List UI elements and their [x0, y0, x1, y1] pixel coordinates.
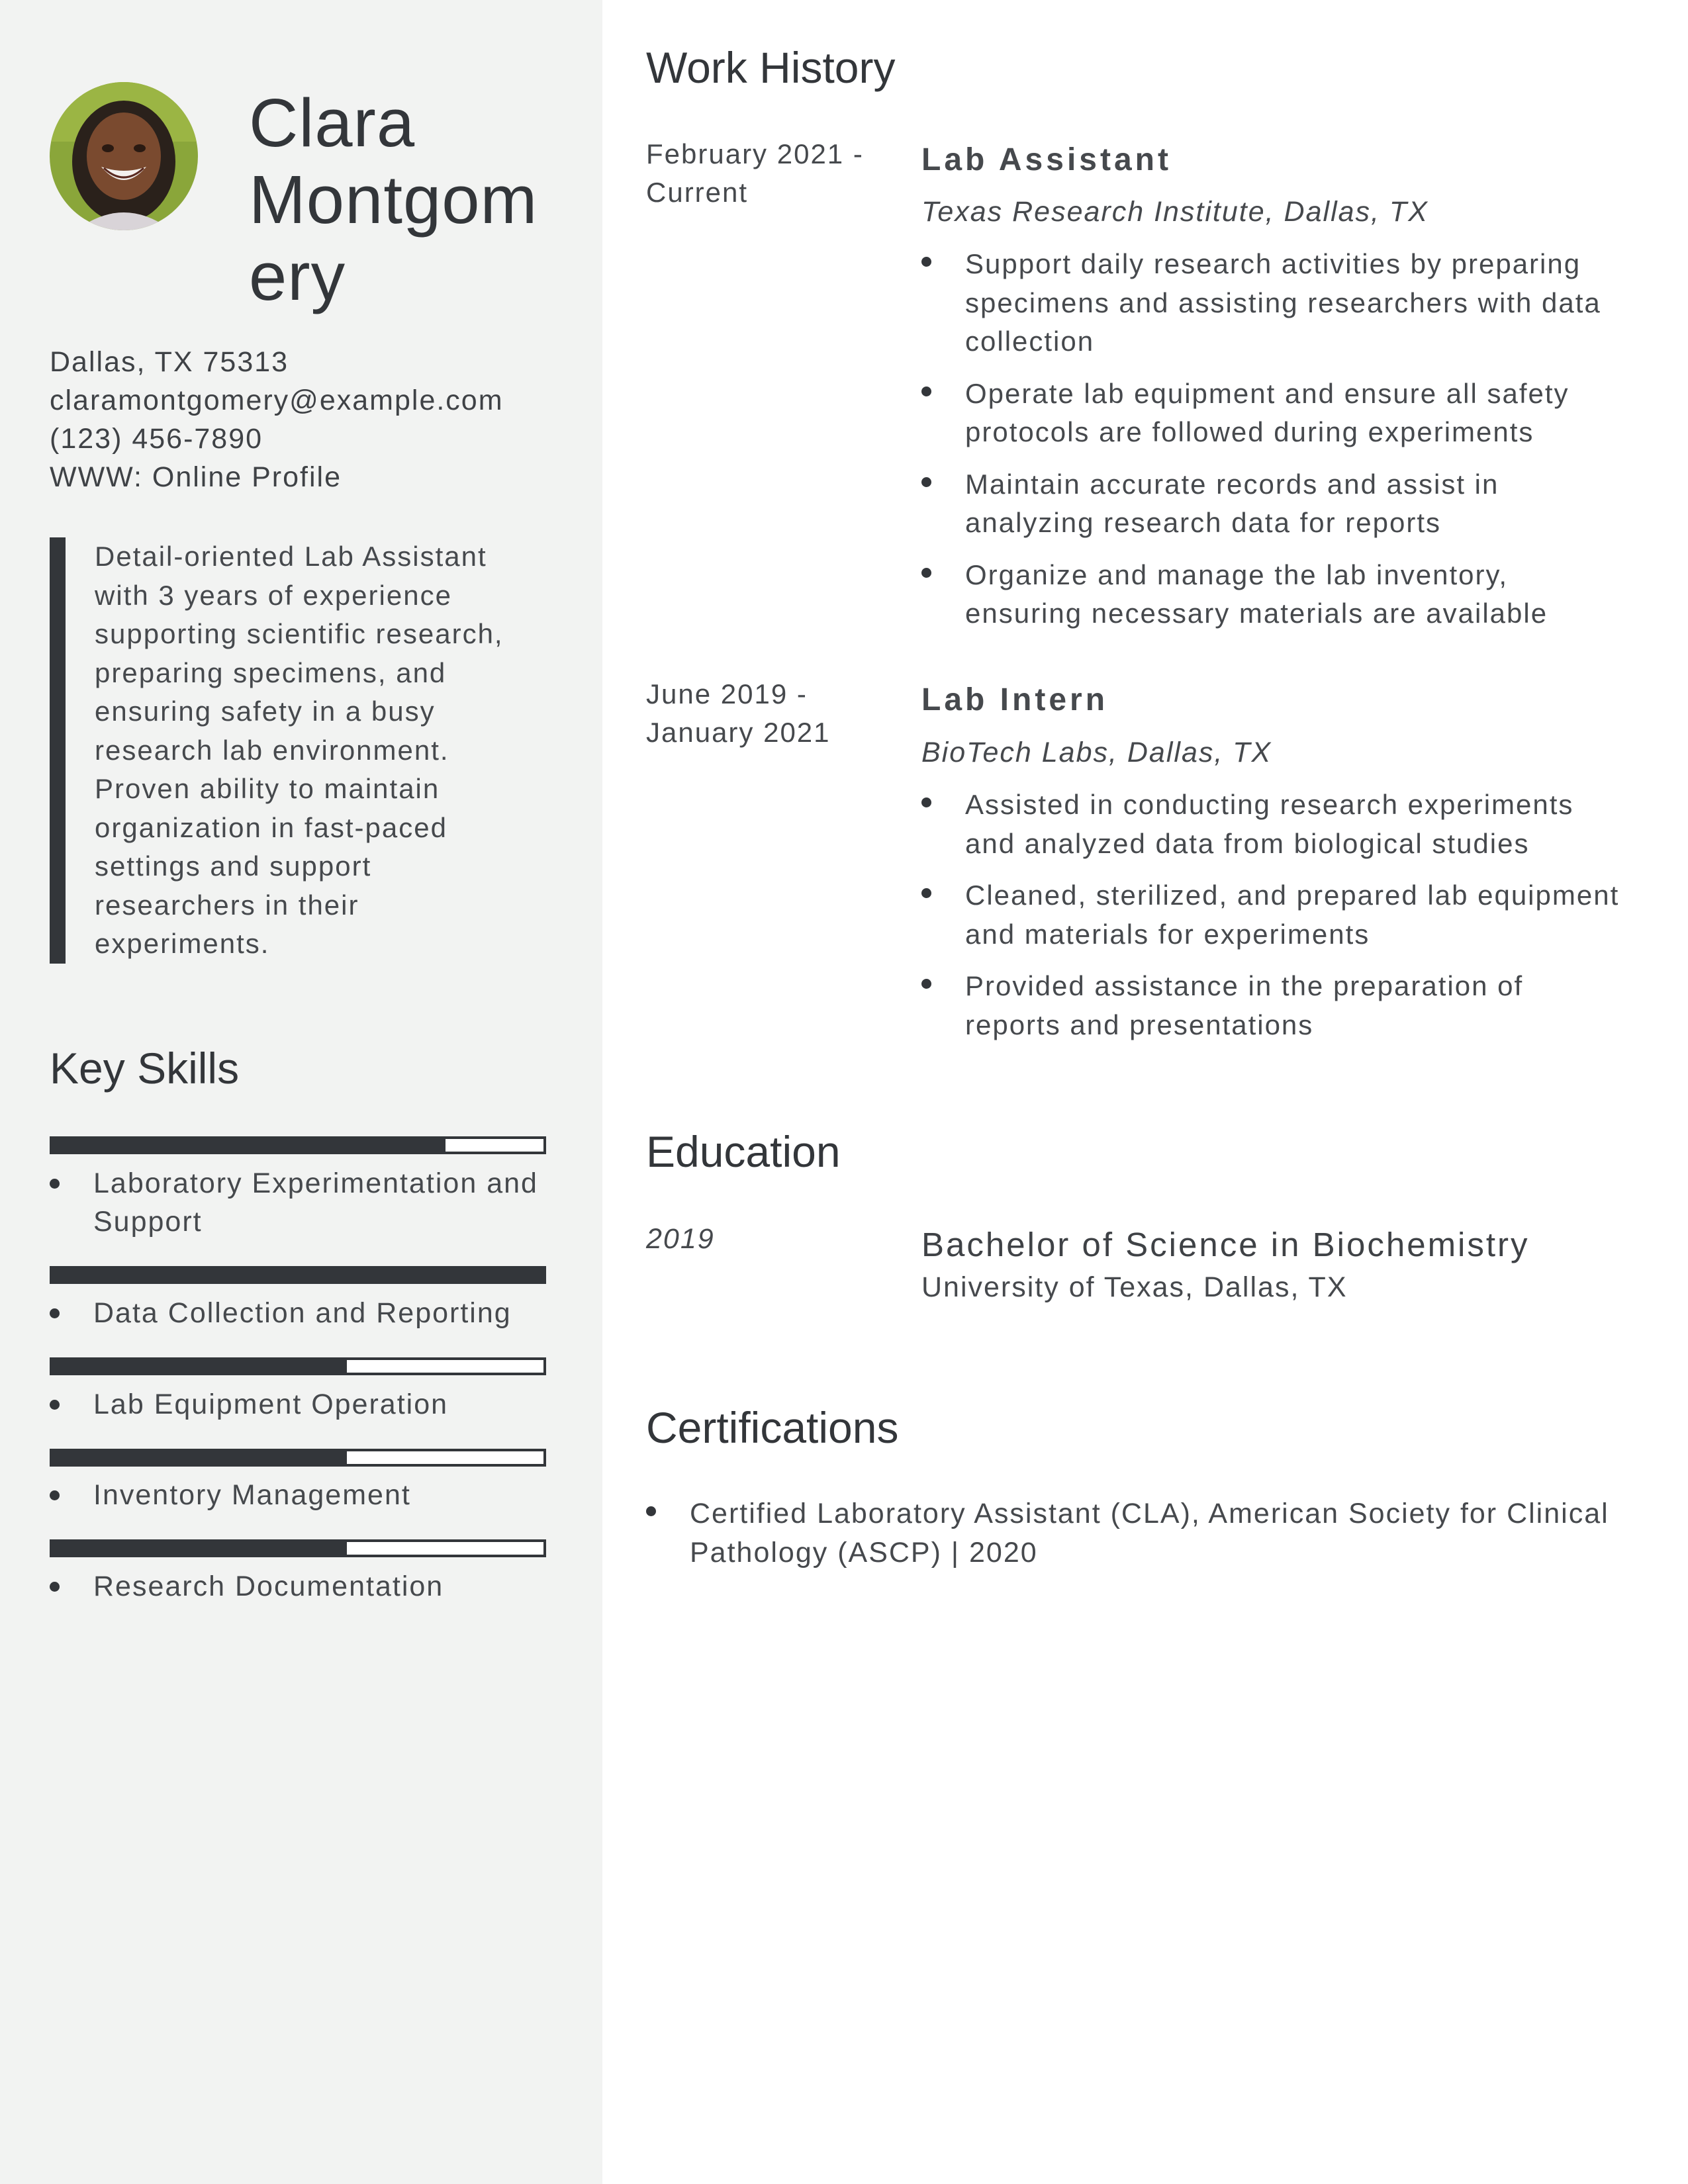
summary-line: ensuring safety in a busy — [95, 696, 436, 727]
address: Dallas, TX 75313 — [50, 346, 289, 378]
job-duties-list — [921, 786, 1663, 1058]
skills-heading: Key Skills — [50, 1044, 240, 1093]
bullet-icon — [921, 888, 931, 898]
education-heading: Education — [646, 1127, 841, 1176]
certification-item — [646, 1494, 1652, 1572]
certification-line: Certified Laboratory Assistant (CLA), American Society for Clinical — [690, 1498, 1609, 1529]
job-title: Lab Intern — [921, 682, 1109, 717]
bullet-icon — [921, 568, 931, 578]
name-line: ery — [249, 238, 346, 314]
phone: (123) 456-7890 — [50, 423, 263, 455]
bullet-icon — [921, 797, 931, 807]
skill-item — [50, 1385, 592, 1424]
list-item — [921, 876, 1663, 954]
skill-label: Laboratory Experimentation and — [93, 1167, 538, 1199]
email[interactable]: claramontgomery@example.com — [50, 385, 504, 416]
certification-line: Pathology (ASCP) | 2020 — [690, 1536, 1038, 1569]
skill-label: Inventory Management — [93, 1479, 411, 1511]
duty-line: Provided assistance in the preparation of — [965, 970, 1524, 1001]
company-name: BioTech Labs, Dallas, TX — [921, 737, 1272, 768]
job-title: Lab Assistant — [921, 142, 1172, 177]
bullet-icon — [50, 1582, 60, 1592]
list-item — [921, 967, 1663, 1044]
duty-line: Operate lab equipment and ensure all safety — [965, 377, 1570, 409]
duty-line: Support daily research activities by preparing — [965, 248, 1581, 279]
summary-line: research lab environment. — [95, 734, 449, 766]
duty-line: ensuring necessary materials are available — [965, 598, 1548, 629]
contact-info — [50, 343, 592, 496]
duty-line: Maintain accurate records and assist in — [965, 468, 1499, 500]
skill-level-fill — [52, 1451, 347, 1464]
duty-line: specimens and assisting researchers with data — [965, 287, 1601, 318]
certifications-heading: Certifications — [646, 1403, 899, 1452]
summary-line: settings and support — [95, 850, 372, 882]
skill-level-bar — [50, 1136, 546, 1154]
degree: Bachelor of Science in Biochemistry — [921, 1226, 1530, 1263]
job-dates — [646, 675, 898, 752]
skill-label: Research Documentation — [93, 1570, 444, 1602]
name-line: Montgom — [249, 161, 538, 238]
list-item — [921, 375, 1663, 452]
job-dates — [646, 135, 898, 212]
list-item — [921, 465, 1663, 543]
bullet-icon — [646, 1506, 656, 1516]
work-history-heading: Work History — [646, 43, 896, 92]
profile-photo — [50, 82, 198, 230]
professional-summary — [50, 537, 553, 964]
skill-label: Lab Equipment Operation — [93, 1388, 449, 1420]
skill-level-bar — [50, 1357, 546, 1375]
duty-line: Organize and manage the lab inventory, — [965, 559, 1509, 590]
duty-line: and materials for experiments — [965, 918, 1370, 950]
summary-line: experiments. — [95, 928, 270, 959]
bullet-icon — [921, 979, 931, 989]
duty-line: collection — [965, 326, 1095, 357]
skill-item — [50, 1164, 592, 1241]
skill-item — [50, 1294, 592, 1332]
bullet-icon — [921, 257, 931, 267]
summary-line: organization in fast-paced — [95, 811, 447, 843]
duty-line: Cleaned, sterilized, and prepared lab equipment — [965, 880, 1620, 911]
summary-line: Proven ability to maintain — [95, 773, 440, 804]
duty-line: reports and presentations — [965, 1009, 1314, 1040]
graduation-year: 2019 — [646, 1223, 715, 1255]
bullet-icon — [50, 1179, 60, 1189]
list-item — [921, 245, 1663, 361]
bullet-icon — [921, 477, 931, 487]
sidebar — [0, 0, 602, 2184]
company-name: Texas Research Institute, Dallas, TX — [921, 196, 1429, 228]
summary-line: supporting scientific research, — [95, 618, 504, 649]
bullet-icon — [50, 1400, 60, 1410]
skill-level-bar — [50, 1539, 546, 1557]
skill-level-fill — [52, 1139, 445, 1152]
skill-level-bar — [50, 1449, 546, 1467]
date-line: Current — [646, 177, 749, 208]
date-line: January 2021 — [646, 717, 831, 748]
date-line: February 2021 - — [646, 138, 864, 169]
skill-level-bar — [50, 1266, 546, 1284]
summary-line: preparing specimens, and — [95, 657, 447, 688]
bullet-icon — [50, 1490, 60, 1500]
skill-label: Data Collection and Reporting — [93, 1297, 512, 1329]
candidate-name — [249, 85, 580, 315]
summary-line: researchers in their — [95, 889, 359, 921]
name-line: Clara — [249, 85, 416, 161]
duty-line: protocols are followed during experiments — [965, 416, 1534, 447]
skill-item — [50, 1476, 592, 1514]
website-link[interactable]: WWW: Online Profile — [50, 461, 342, 493]
list-item — [921, 556, 1663, 633]
skill-label: Support — [93, 1206, 203, 1238]
summary-line: Detail-oriented Lab Assistant — [95, 541, 487, 572]
duty-line: analyzing research data for reports — [965, 507, 1442, 538]
date-line: June 2019 - — [646, 678, 808, 709]
duty-line: and analyzed data from biological studies — [965, 827, 1530, 859]
skill-level-fill — [52, 1360, 347, 1373]
list-item — [921, 786, 1663, 863]
summary-line: with 3 years of experience — [95, 579, 452, 611]
bullet-icon — [921, 387, 931, 396]
skill-level-fill — [52, 1269, 543, 1281]
job-duties-list — [921, 245, 1663, 647]
skill-item — [50, 1567, 592, 1606]
bullet-icon — [50, 1308, 60, 1318]
main-content — [602, 0, 1688, 2184]
duty-line: Assisted in conducting research experiments — [965, 789, 1574, 820]
skill-level-fill — [52, 1542, 347, 1555]
school-name: University of Texas, Dallas, TX — [921, 1271, 1348, 1303]
